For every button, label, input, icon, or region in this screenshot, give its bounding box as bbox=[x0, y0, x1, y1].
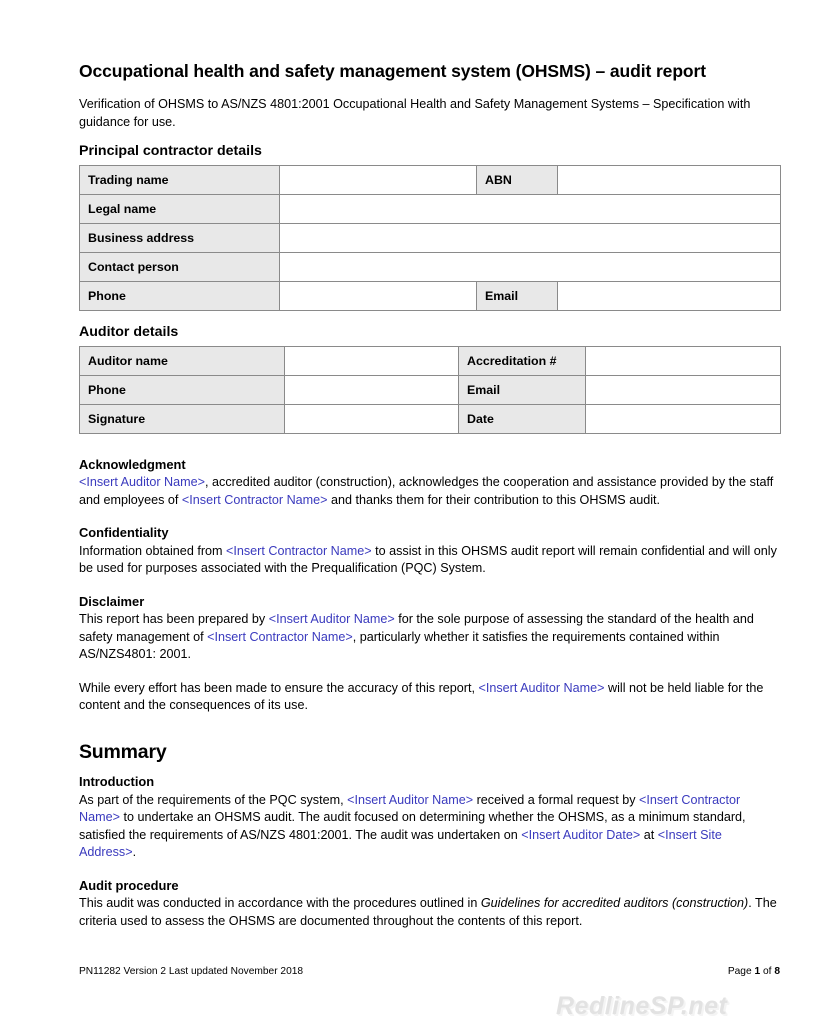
field-label-accreditation-number: Accreditation # bbox=[459, 347, 586, 376]
field-label-date: Date bbox=[459, 405, 586, 434]
footer-of-word: of bbox=[762, 966, 772, 977]
heading-confidentiality: Confidentiality bbox=[79, 525, 169, 541]
table-row bbox=[80, 376, 781, 405]
field-value-accreditation-number[interactable] bbox=[586, 347, 781, 376]
field-label-signature: Signature bbox=[80, 405, 285, 434]
field-label-auditor-name: Auditor name bbox=[80, 347, 285, 376]
field-value-signature[interactable] bbox=[285, 405, 459, 434]
text-segment: at bbox=[640, 827, 658, 842]
placeholder-auditor-name: <Insert Auditor Name> bbox=[478, 680, 605, 695]
field-value-date[interactable] bbox=[586, 405, 781, 434]
text-segment: This report has been prepared by bbox=[79, 611, 269, 626]
heading-introduction: Introduction bbox=[79, 774, 155, 790]
heading-summary: Summary bbox=[79, 741, 167, 764]
placeholder-auditor-name: <Insert Auditor Name> bbox=[79, 475, 206, 490]
field-value-trading-name[interactable] bbox=[280, 166, 477, 195]
table-row bbox=[80, 195, 781, 224]
field-value-business-address[interactable] bbox=[280, 224, 781, 253]
principal-contractor-table bbox=[79, 165, 781, 311]
section-title-principal-contractor: Principal contractor details bbox=[79, 142, 262, 159]
text-segment: , accredited auditor (construction), acknowledges the cooperation and assistance provided by the staff and employees of bbox=[79, 475, 774, 507]
paragraph-audit-procedure bbox=[79, 895, 780, 930]
table-row bbox=[80, 405, 781, 434]
placeholder-contractor-name: <Insert Contractor Name> bbox=[207, 629, 353, 644]
text-segment: , particularly whether it satisfies the requirements contained within AS/NZS4801: 2001. bbox=[79, 629, 720, 662]
table-row bbox=[80, 282, 781, 311]
placeholder-contractor-name: <Insert Contractor Name> bbox=[79, 792, 741, 825]
field-label-legal-name: Legal name bbox=[80, 195, 280, 224]
footer-page-total: 8 bbox=[774, 966, 780, 977]
placeholder-auditor-date: <Insert Auditor Date> bbox=[521, 827, 641, 842]
placeholder-auditor-name: <Insert Auditor Name> bbox=[347, 792, 474, 807]
field-label-email: Email bbox=[477, 282, 558, 311]
field-label-phone: Phone bbox=[80, 282, 280, 311]
field-label-auditor-phone: Phone bbox=[80, 376, 285, 405]
heading-disclaimer: Disclaimer bbox=[79, 593, 145, 609]
footer-page-word: Page bbox=[727, 966, 752, 977]
placeholder-site-address: <Insert Site Address> bbox=[79, 827, 722, 860]
table-row bbox=[80, 347, 781, 376]
text-segment: will not be held liable for the content and the consequences of its use. bbox=[79, 680, 764, 713]
text-segment: While every effort has been made to ensure the accuracy of this report, bbox=[79, 680, 479, 695]
text-segment: . bbox=[132, 845, 137, 860]
text-segment: This audit was conducted in accordance with the procedures outlined in bbox=[79, 896, 481, 911]
table-row bbox=[80, 166, 781, 195]
footer-page-number: 1 bbox=[754, 966, 761, 977]
field-value-email[interactable] bbox=[558, 282, 781, 311]
placeholder-contractor-name: <Insert Contractor Name> bbox=[181, 492, 328, 507]
page-title: Occupational health and safety management system (OHSMS) – audit report bbox=[79, 61, 706, 81]
paragraph-introduction bbox=[79, 792, 780, 863]
paragraph-confidentiality bbox=[79, 543, 780, 578]
text-segment: and thanks them for their contribution to this OHSMS audit. bbox=[327, 492, 661, 507]
footer-document-reference: PN11282 Version 2 Last updated November 2018 bbox=[79, 966, 304, 977]
text-segment: . The criteria used to assess the OHSMS are documented throughout the contents of this report. bbox=[79, 896, 777, 928]
placeholder-auditor-name: <Insert Auditor Name> bbox=[268, 611, 395, 626]
text-segment: to undertake an OHSMS audit. The audit focused on determining whether the OHSMS, as a minimum standard, satisfied the requirements of AS/NZS 4801:2001. The audit was undertaken on bbox=[79, 810, 746, 842]
text-segment: As part of the requirements of the PQC system, bbox=[79, 792, 348, 807]
paragraph-disclaimer-1 bbox=[79, 611, 780, 664]
field-value-contact-person[interactable] bbox=[280, 253, 781, 282]
field-label-trading-name: Trading name bbox=[80, 166, 280, 195]
field-value-abn[interactable] bbox=[558, 166, 781, 195]
publication-title: Guidelines for accredited auditors (construction) bbox=[480, 896, 749, 911]
field-label-auditor-email: Email bbox=[459, 376, 586, 405]
field-label-business-address: Business address bbox=[80, 224, 280, 253]
text-segment: received a formal request by bbox=[473, 792, 640, 807]
footer-page-indicator bbox=[728, 966, 780, 977]
field-value-auditor-phone[interactable] bbox=[285, 376, 459, 405]
field-value-auditor-name[interactable] bbox=[285, 347, 459, 376]
section-title-auditor-details: Auditor details bbox=[79, 324, 179, 340]
heading-audit-procedure: Audit procedure bbox=[79, 878, 179, 894]
text-segment: to assist in this OHSMS audit report will remain confidential and will only be used for purposes associated with the Prequalification (PQC) System. bbox=[79, 543, 777, 576]
field-value-auditor-email[interactable] bbox=[586, 376, 781, 405]
table-row bbox=[80, 224, 781, 253]
watermark: RedlineSP.net bbox=[556, 992, 728, 1020]
text-segment: for the sole purpose of assessing the standard of the health and safety management of bbox=[79, 611, 754, 644]
table-row bbox=[80, 253, 781, 282]
auditor-details-table bbox=[79, 346, 781, 434]
document-intro-paragraph: Verification of OHSMS to AS/NZS 4801:2001 Occupational Health and Safety Management Systems – Specification with guidance for use. bbox=[79, 97, 751, 129]
document-content bbox=[79, 60, 780, 930]
field-value-legal-name[interactable] bbox=[280, 195, 781, 224]
field-value-phone[interactable] bbox=[280, 282, 477, 311]
paragraph-acknowledgment bbox=[79, 474, 780, 509]
heading-acknowledgment: Acknowledgment bbox=[79, 457, 186, 473]
placeholder-contractor-name: <Insert Contractor Name> bbox=[226, 543, 372, 558]
page-footer bbox=[79, 966, 780, 977]
paragraph-disclaimer-2 bbox=[79, 680, 780, 715]
field-label-abn: ABN bbox=[477, 166, 558, 195]
field-label-contact-person: Contact person bbox=[80, 253, 280, 282]
text-segment: Information obtained from bbox=[79, 543, 227, 558]
